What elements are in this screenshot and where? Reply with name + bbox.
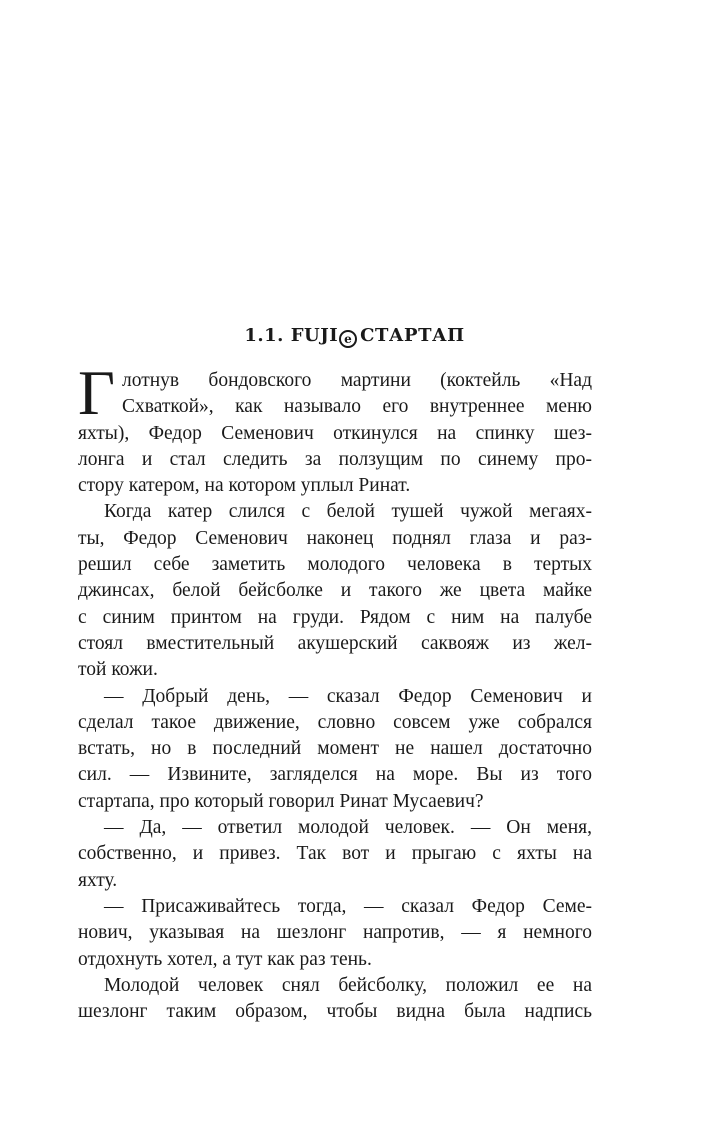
- text-line: лонга и стал следить за ползущим по синему про-: [78, 448, 592, 470]
- drop-cap-letter: Г: [78, 357, 115, 428]
- text-line: встать, но в последний момент не нашел достаточно: [78, 738, 592, 760]
- text-line: Молодой человек снял бейсболку, положил ее на: [104, 974, 592, 996]
- text-line: с синим принтом на груди. Рядом с ним на палубе: [78, 606, 592, 628]
- text-line: лотнув бондовского мартини (коктейль «Над: [122, 370, 592, 391]
- text-line: яхту.: [78, 869, 118, 891]
- text-line: той кожи.: [78, 659, 158, 681]
- text-line: Схваткой», как называло его внутреннее меню: [122, 396, 592, 418]
- text-line: яхты), Федор Семенович откинулся на спинку шез-: [78, 422, 592, 444]
- text-line: стоял вместительный акушерский саквояж из жел-: [78, 632, 592, 654]
- text-line: отдохнуть хотел, а тут как раз тень.: [78, 948, 372, 970]
- text-line: собственно, и привез. Так вот и прыгаю с яхты на: [78, 843, 592, 865]
- chapter-title-word: СТАРТАП: [360, 325, 465, 346]
- text-line: стартапа, про который говорил Ринат Мусаевич?: [78, 790, 484, 812]
- text-line: — Да, — ответил молодой человек. — Он меня,: [104, 817, 592, 839]
- text-line: решил себе заметить молодого человека в тертых: [78, 554, 592, 576]
- text-line: стору катером, на котором уплыл Ринат.: [78, 475, 411, 497]
- text-line: джинсах, белой бейсболке и такого же цвета майке: [78, 580, 592, 602]
- chapter-number: 1.1.: [244, 325, 284, 346]
- chapter-title: [0, 325, 709, 348]
- chapter-brand: FUJI: [290, 325, 339, 346]
- body-text: [78, 368, 592, 1025]
- text-line: Когда катер слился с белой тушей чужой мегаях-: [104, 501, 592, 523]
- text-line: — Присаживайтесь тогда, — сказал Федор Семе-: [104, 895, 592, 917]
- text-line: ты, Федор Семенович наконец поднял глаза и раз-: [78, 527, 592, 549]
- text-line: сделал такое движение, словно совсем уже собрался: [78, 711, 592, 733]
- circled-e-logo-icon: e: [339, 330, 357, 348]
- text-line: сил. — Извините, загляделся на море. Вы из того: [78, 764, 592, 786]
- text-line: — Добрый день, — сказал Федор Семенович и: [104, 685, 592, 707]
- text-line: нович, указывая на шезлонг напротив, — я немного: [78, 922, 592, 944]
- text-line: шезлонг таким образом, чтобы видна была надпись: [78, 1001, 592, 1023]
